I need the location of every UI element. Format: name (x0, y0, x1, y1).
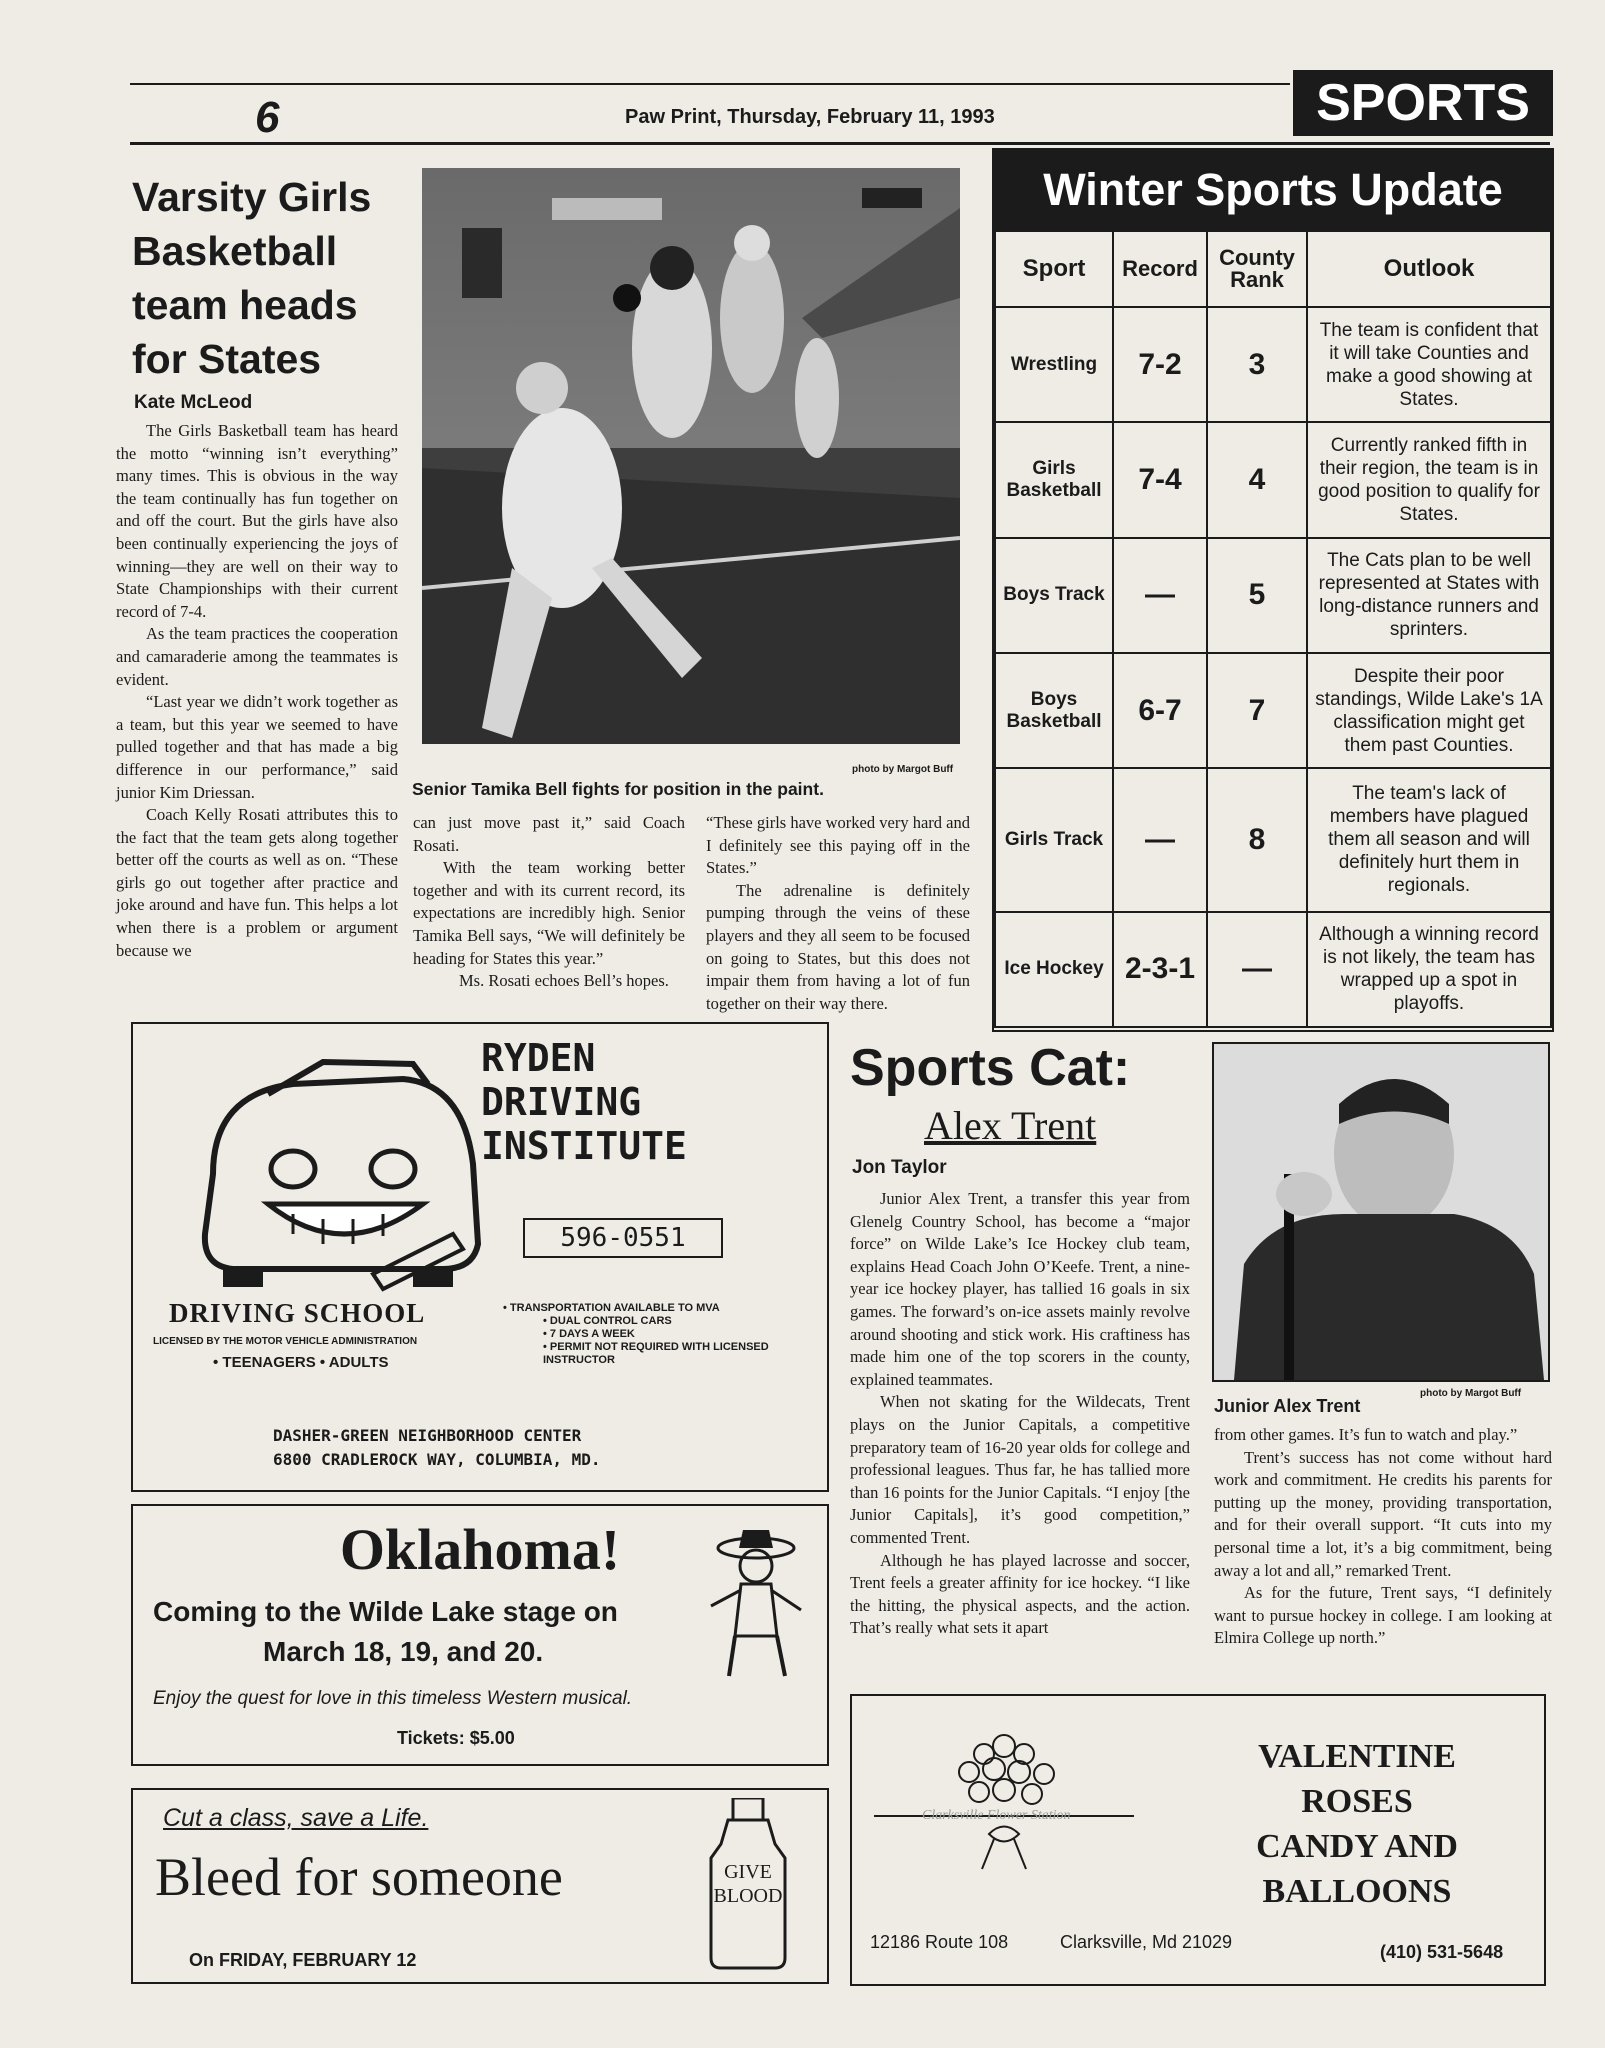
photo-credit: photo by Margot Buff (852, 764, 954, 775)
oklahoma-line2: March 18, 19, and 20. (263, 1636, 544, 1667)
outlook-cell: The team is confident that it will take Counties and make a good showing at States. (1307, 307, 1551, 422)
bottle-line: GIVE (724, 1861, 772, 1883)
header-rank: County Rank (1207, 231, 1307, 307)
update-table (994, 230, 1552, 1028)
dateline: Paw Print, Thursday, February 11, 1993 (625, 106, 995, 128)
paragraph: Ms. Rosati echoes Bell’s hopes. (459, 971, 669, 991)
basketball-photo (422, 168, 960, 744)
update-title: Winter Sports Update (994, 150, 1552, 230)
table-header-row (995, 231, 1551, 307)
flower-phone[interactable]: (410) 531-5648 (1380, 1942, 1504, 1962)
blood-date: On FRIDAY, FEBRUARY 12 (189, 1950, 417, 1970)
outlook-cell: The team's lack of members have plagued them all season and will definitely hurt them in regionals. (1307, 768, 1551, 912)
paragraph: When not skating for the Wildecats, Trent plays on the Junior Capitals, a competitive preparatory team of 16-20 year olds for college and professional leagues. Thus far, he has tallied more than 16 points for the Junior Capitals. “I enjoy [the Junior Capitals], it’s good competition,” commented Trent. (850, 1392, 1190, 1547)
oklahoma-tagline: Enjoy the quest for love in this timeless Western musical. (153, 1688, 633, 1709)
sport-cell: Girls Track (995, 768, 1113, 912)
sport-cell: Girls Basketball (995, 422, 1113, 537)
header-record: Record (1113, 231, 1207, 307)
address-line: DASHER-GREEN NEIGHBORHOOD CENTER (273, 1426, 582, 1445)
table-row (995, 538, 1551, 653)
sports-cat-name: Alex Trent (924, 1103, 1097, 1148)
record-cell: — (1113, 768, 1207, 912)
rank-cell: 8 (1207, 768, 1307, 912)
alex-trent-photo-image (1214, 1044, 1548, 1380)
page-number: 6 (255, 93, 280, 142)
paragraph: With the team working better together and with its current record, its expectations are incredibly high. Senior Tamika Bell says, “We will definitely be heading for States this year.” (413, 858, 685, 968)
flower-shop-name: Clarksville Flower Station (922, 1808, 1071, 1823)
driving-school-ad (131, 1022, 829, 1492)
oklahoma-line1: Coming to the Wilde Lake stage on (153, 1596, 618, 1627)
paragraph: Although he has played lacrosse and soccer, Trent feels a greater affinity for ice hockey. “I like the hitting, the physical aspects, and the action. That’s really what sets it apart (850, 1550, 1190, 1638)
name-line: DRIVING (481, 1080, 642, 1124)
paragraph: “These girls have worked very hard and I definitely see this paying off in the States.” (706, 813, 970, 878)
table-row (995, 653, 1551, 768)
winter-sports-update (992, 148, 1554, 1032)
headline-line: Varsity Girls (132, 174, 372, 220)
record-cell: 7-4 (1113, 422, 1207, 537)
flower-line: BALLOONS (1262, 1873, 1452, 1910)
section-label: SPORTS (1293, 70, 1553, 136)
photo-caption: Senior Tamika Bell fights for position in the paint. (412, 779, 824, 799)
feature-item: • 7 DAYS A WEEK (543, 1328, 635, 1340)
header-sport: Sport (995, 231, 1113, 307)
photo-credit: photo by Margot Buff (1420, 1388, 1522, 1399)
rank-cell: 5 (1207, 538, 1307, 653)
basketball-photo-image (422, 168, 960, 744)
outlook-cell: Although a winning record is not likely, the team has wrapped up a spot in playoffs. (1307, 912, 1551, 1027)
audience-label: • TEENAGERS • ADULTS (213, 1354, 389, 1371)
paragraph: Junior Alex Trent, a transfer this year from Glenelg Country School, has become a “major force” on Wilde Lake’s Ice Hockey club team, explains Head Coach John O’Keefe. Trent, a nine-year ice hockey player, has tallied 16 goals in six games. The forward’s on-ice assets mainly revolve around shooting and stick work. His craftiness has made him one of the top scorers in the county, explained teammates. (850, 1189, 1190, 1389)
outlook-cell: The Cats plan to be well represented at States with long-distance runners and sprinters. (1307, 538, 1551, 653)
feature-item: • DUAL CONTROL CARS (543, 1315, 672, 1327)
feature-item: • TRANSPORTATION AVAILABLE TO MVA (503, 1302, 720, 1314)
paragraph: “Last year we didn’t work together as a team, but this year we seemed to have pulled together and that has made a big difference in our performance,” said junior Kim Driessan. (116, 692, 398, 802)
sport-cell: Wrestling (995, 307, 1113, 422)
article-byline: Kate McLeod (134, 392, 253, 413)
sports-cat-heading: Sports Cat: (850, 1039, 1131, 1097)
paragraph: As for the future, Trent says, “I definitely want to pursue hockey in college. I am looking at Elmira College up north.” (1214, 1583, 1552, 1648)
photo-caption: Junior Alex Trent (1214, 1396, 1361, 1416)
flower-station-ad (850, 1694, 1546, 1986)
flower-line: ROSES (1301, 1783, 1413, 1820)
paragraph: Trent’s success has not come without hard work and commitment. He credits his parents for putting up the money, providing transportation, and for their overall support. “It cuts into my personal time a lot, it’s a big commitment, being away a lot and all,” remarked Trent. (1214, 1447, 1552, 1580)
name-line: INSTITUTE (481, 1124, 687, 1168)
rank-cell: 4 (1207, 422, 1307, 537)
outlook-cell: Despite their poor standings, Wilde Lake's 1A classification might get them past Counties. (1307, 653, 1551, 768)
table-row (995, 912, 1551, 1027)
driving-ad-phone[interactable]: 596-0551 (523, 1218, 723, 1258)
record-cell: — (1113, 538, 1207, 653)
driving-school-label: DRIVING SCHOOL (169, 1298, 426, 1328)
driving-ad-name (481, 1036, 687, 1168)
licensed-label: LICENSED BY THE MOTOR VEHICLE ADMINISTRATION (153, 1336, 418, 1347)
paragraph: The adrenaline is definitely pumping through the veins of these players and they all seem to be focused on going to States, but this does not impair them from having a lot of fun together on their way there. (706, 880, 970, 1013)
article1-column-2 (413, 812, 685, 993)
sport-cell: Boys Track (995, 538, 1113, 653)
blood-tag: Cut a class, save a Life. (163, 1804, 429, 1832)
paragraph: Coach Kelly Rosati attributes this to the fact that the team gets along together better off the courts as well as on. “These girls go out together after practice and joke around and have fun. This helps a lot when there is a problem or argument because we (116, 805, 398, 960)
rank-cell: — (1207, 912, 1307, 1027)
bottle-line: BLOOD (713, 1885, 783, 1907)
flower-ad-lines (1182, 1734, 1532, 1914)
table-row (995, 422, 1551, 537)
rank-cell: 3 (1207, 307, 1307, 422)
driving-features (503, 1302, 773, 1367)
flower-line: VALENTINE (1258, 1738, 1456, 1775)
blood-headline: Bleed for someone (155, 1847, 563, 1907)
flower-address: 12186 Route 108 (870, 1932, 1009, 1952)
header-top-rule (130, 83, 1290, 85)
header-bottom-rule (130, 142, 1550, 145)
sport-cell: Ice Hockey (995, 912, 1113, 1027)
headline-line: team heads (132, 282, 358, 328)
table-row (995, 768, 1551, 912)
flower-line: CANDY AND (1256, 1828, 1458, 1865)
paragraph: As the team practices the cooperation and camaraderie among the teammates is evident. (116, 624, 398, 689)
paragraph: The Girls Basketball team has heard the motto “winning isn’t everything” many times. This is obvious in the way the team continually has fun together on and off the court. But the girls have also been continually experiencing the joys of winning—they are well on their way to State Championships with their current record of 7-4. (116, 421, 398, 621)
oklahoma-tickets: Tickets: $5.00 (397, 1728, 515, 1748)
oklahoma-title: Oklahoma! (339, 1517, 621, 1582)
record-cell: 7-2 (1113, 307, 1207, 422)
header-outlook: Outlook (1307, 231, 1551, 307)
sports-cat-byline: Jon Taylor (852, 1157, 947, 1178)
sport-cell: Boys Basketball (995, 653, 1113, 768)
article1-column-3 (706, 812, 970, 1015)
article-headline (132, 170, 371, 386)
address-line: 6800 CRADLEROCK WAY, COLUMBIA, MD. (273, 1450, 601, 1469)
flower-city: Clarksville, Md 21029 (1060, 1932, 1233, 1952)
record-cell: 2-3-1 (1113, 912, 1207, 1027)
article1-column-1 (116, 420, 398, 962)
outlook-cell: Currently ranked fifth in their region, the team is in good position to qualify for States. (1307, 422, 1551, 537)
headline-line: for States (132, 336, 322, 382)
paragraph: can just move past it,” said Coach Rosati. (413, 813, 685, 855)
cowboy-mascot-icon (701, 1526, 811, 1686)
feature-item: • PERMIT NOT REQUIRED WITH LICENSED INSTRUCTOR (543, 1341, 769, 1366)
oklahoma-ad (131, 1504, 829, 1766)
blood-drive-ad (131, 1788, 829, 1984)
sports-cat-column-2 (1214, 1424, 1552, 1650)
car-mascot-icon (173, 1054, 503, 1294)
table-row (995, 307, 1551, 422)
bottle-label (709, 1860, 787, 1908)
driving-address (273, 1424, 601, 1472)
alex-trent-photo (1212, 1042, 1550, 1382)
headline-line: Basketball (132, 228, 338, 274)
record-cell: 6-7 (1113, 653, 1207, 768)
sports-cat-column-1 (850, 1188, 1190, 1640)
rose-bouquet-icon (874, 1724, 1134, 1874)
rank-cell: 7 (1207, 653, 1307, 768)
name-line: RYDEN (481, 1036, 596, 1080)
paragraph: from other games. It’s fun to watch and play.” (1214, 1425, 1518, 1444)
